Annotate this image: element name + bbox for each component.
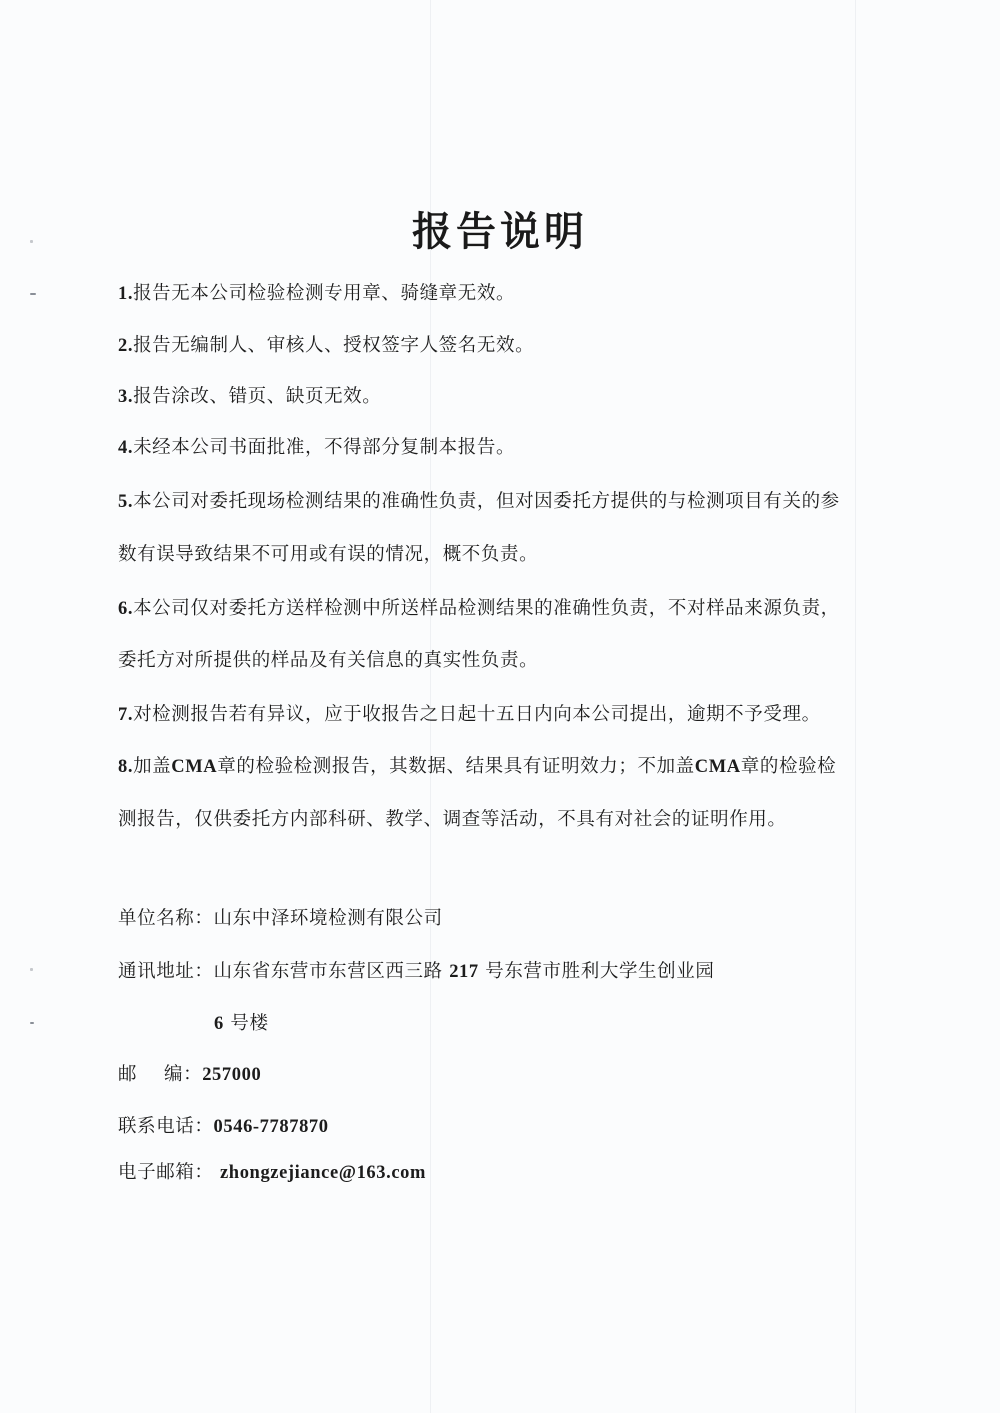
phone-row: 联系电话：0546-7787870 bbox=[118, 1116, 329, 1137]
scan-speck bbox=[30, 293, 36, 295]
postcode-row: 邮 编：257000 bbox=[118, 1064, 262, 1085]
item-6-continued: 委托方对所提供的样品及有关信息的真实性负责。 bbox=[118, 650, 539, 671]
item-2: 2.报告无编制人、审核人、授权签字人签名无效。 bbox=[118, 335, 535, 356]
item-7: 7.对检测报告若有异议，应于收报告之日起十五日内向本公司提出，逾期不予受理。 bbox=[118, 704, 821, 725]
page-title: 报告说明 bbox=[412, 209, 588, 255]
scan-speck bbox=[30, 1022, 34, 1024]
address-row: 通讯地址：山东省东营市东营区西三路 217 号东营市胜利大学生创业园 bbox=[118, 961, 715, 982]
item-5-continued: 数有误导致结果不可用或有误的情况，概不负责。 bbox=[118, 544, 539, 565]
item-4: 4.未经本公司书面批准，不得部分复制本报告。 bbox=[118, 437, 516, 458]
item-3: 3.报告涂改、错页、缺页无效。 bbox=[118, 386, 382, 407]
company-name-row: 单位名称：山东中泽环境检测有限公司 bbox=[118, 908, 443, 929]
email-row: 电子邮箱： zhongzejiance@163.com bbox=[118, 1162, 427, 1183]
address-continued: 6 号楼 bbox=[214, 1013, 269, 1034]
item-8: 8.加盖CMA章的检验检测报告，其数据、结果具有证明效力；不加盖CMA章的检验检 bbox=[118, 756, 837, 777]
item-6: 6.本公司仅对委托方送样检测中所送样品检测结果的准确性负责，不对样品来源负责， bbox=[118, 598, 840, 619]
item-1: 1.报告无本公司检验检测专用章、骑缝章无效。 bbox=[118, 283, 516, 304]
item-5: 5.本公司对委托现场检测结果的准确性负责，但对因委托方提供的与检测项目有关的参 bbox=[118, 491, 840, 512]
scan-speck bbox=[30, 968, 33, 971]
item-8-continued: 测报告，仅供委托方内部科研、教学、调查等活动，不具有对社会的证明作用。 bbox=[118, 809, 787, 830]
